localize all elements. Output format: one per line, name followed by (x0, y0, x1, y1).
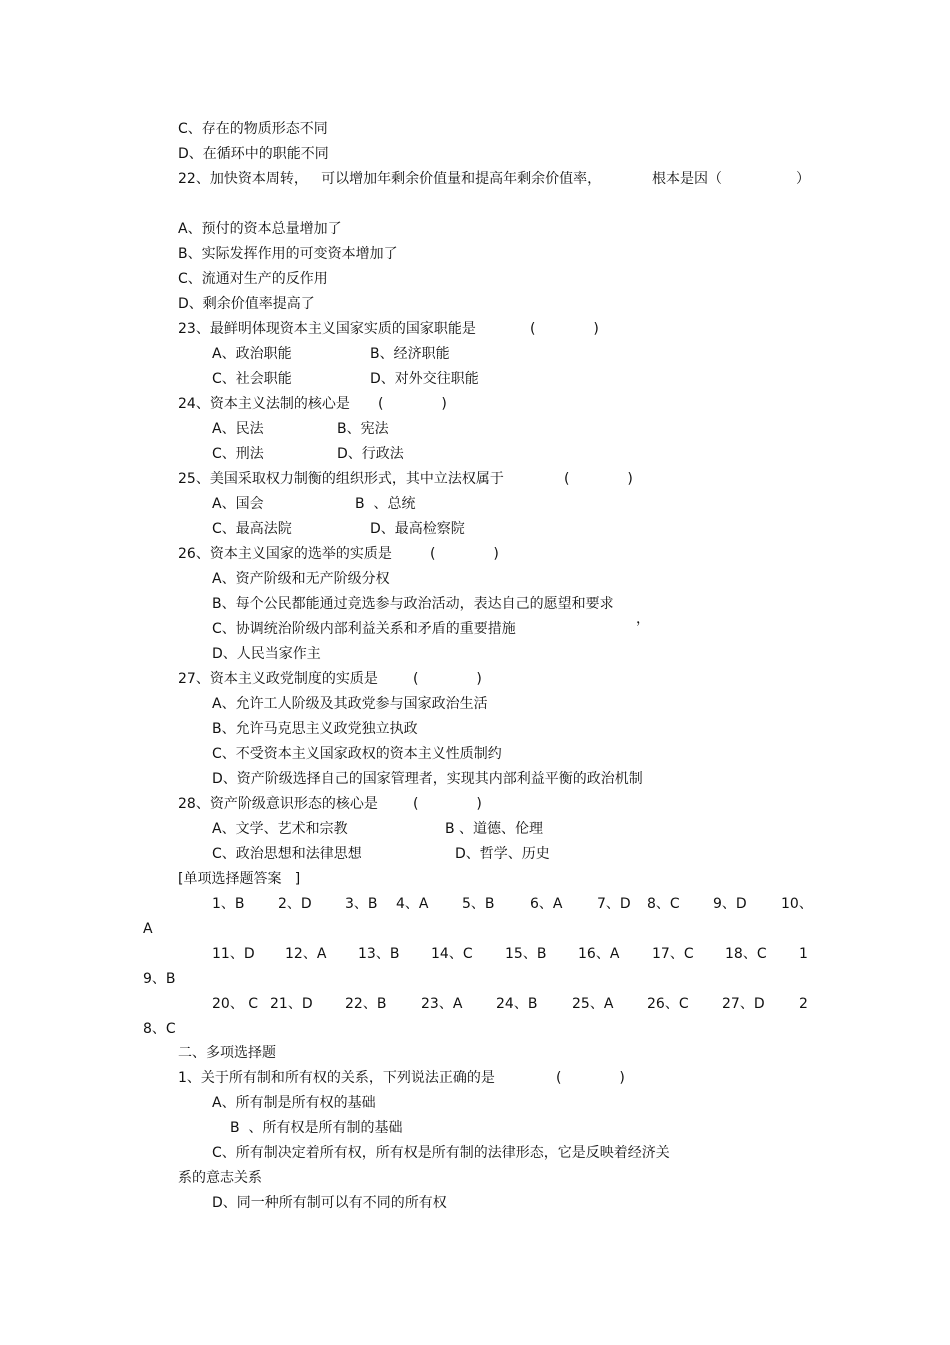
q22-stem: 22、加快资本周转， 可以增加年剩余价值量和提高年剩余价值率， (178, 171, 602, 187)
q22-paren-close: ） (796, 171, 810, 187)
answer-item: 8、C (647, 896, 680, 912)
answer-item: 1 (799, 946, 808, 962)
q28-answer-paren: ( ) (413, 796, 482, 812)
answer-item: 6、A (530, 896, 563, 912)
q28-option-d: D、哲学、历史 (455, 846, 550, 862)
answer-item: 12、A (285, 946, 327, 962)
s2-q1-stem: 1、关于所有制和所有权的关系，下列说法正确的是 (178, 1070, 495, 1086)
q23-answer-paren: ( ) (530, 321, 599, 337)
q26-option-c: C、协调统治阶级内部利益关系和矛盾的重要措施 (212, 621, 516, 637)
answer-item: 5、B (462, 896, 495, 912)
q22-option-a: A、预付的资本总量增加了 (178, 221, 342, 237)
answer-item: 24、B (496, 996, 538, 1012)
q25-option-c: C、最高法院 (212, 521, 292, 537)
s2-q1-answer-paren: ( ) (556, 1070, 625, 1086)
q24-option-a: A、民法 (212, 421, 264, 437)
answer-item: 18、C (725, 946, 767, 962)
q22-option-b: B、实际发挥作用的可变资本增加了 (178, 246, 398, 262)
q24-option-d: D、行政法 (337, 446, 404, 462)
q27-option-d: D、资产阶级选择自己的国家管理者，实现其内部利益平衡的政治机制 (212, 771, 643, 787)
answer-item: 26、C (647, 996, 689, 1012)
answer-item: 9、D (713, 896, 747, 912)
q22-option-c: C、流通对生产的反作用 (178, 271, 328, 287)
q21-option-c: C、存在的物质形态不同 (178, 121, 328, 137)
q22-option-d: D、剩余价值率提高了 (178, 296, 315, 312)
q26-option-a: A、资产阶级和无产阶级分权 (212, 571, 390, 587)
answer-item: 27、D (722, 996, 765, 1012)
answers-heading: [单项选择题答案 ] (178, 871, 301, 887)
answer-item: 21、D (270, 996, 313, 1012)
q22-stem-tail: 根本是因（ (652, 171, 722, 187)
answer-item-wrap: 8、C (143, 1021, 176, 1037)
answer-item: 14、C (431, 946, 473, 962)
q23-option-b: B、经济职能 (370, 346, 450, 362)
q23-stem: 23、最鲜明体现资本主义国家实质的国家职能是 (178, 321, 476, 337)
answer-item: 23、A (421, 996, 463, 1012)
q26-option-b: B、每个公民都能通过竞选参与政治活动，表达自己的愿望和要求 (212, 596, 614, 612)
answer-item: 4、A (396, 896, 429, 912)
answer-item: 13、B (358, 946, 400, 962)
q25-option-b: B 、总统 (355, 496, 416, 512)
answer-item: 16、A (578, 946, 620, 962)
q24-answer-paren: ( ) (378, 396, 447, 412)
q28-option-a: A、文学、艺术和宗教 (212, 821, 348, 837)
q27-stem: 27、资本主义政党制度的实质是 (178, 671, 378, 687)
answer-item: 1、B (212, 896, 245, 912)
answer-item: 25、A (572, 996, 614, 1012)
q27-answer-paren: ( ) (413, 671, 482, 687)
q27-option-a: A、允许工人阶级及其政党参与国家政治生活 (212, 696, 488, 712)
q26-stem: 26、资本主义国家的选举的实质是 (178, 546, 392, 562)
answer-item: 17、C (652, 946, 694, 962)
answer-item: 15、B (505, 946, 547, 962)
s2-q1-option-a: A、所有制是所有权的基础 (212, 1095, 376, 1111)
q25-option-d: D、最高检察院 (370, 521, 465, 537)
q25-stem: 25、美国采取权力制衡的组织形式，其中立法权属于 (178, 471, 504, 487)
s2-q1-option-c: C、所有制决定着所有权，所有权是所有制的法律形态，它是反映着经济关 (212, 1145, 670, 1161)
answer-item: 10、 (781, 896, 813, 912)
q21-option-d: D、在循环中的职能不同 (178, 146, 329, 162)
q26-option-d: D、人民当家作主 (212, 646, 321, 662)
s2-q1-option-c-wrap: 系的意志关系 (178, 1170, 262, 1186)
q28-stem: 28、资产阶级意识形态的核心是 (178, 796, 378, 812)
answer-item: 22、B (345, 996, 387, 1012)
q27-option-c: C、不受资本主义国家政权的资本主义性质制约 (212, 746, 502, 762)
answer-item-wrap: A (143, 921, 153, 937)
answer-item: 3、B (345, 896, 378, 912)
answer-item: 11、D (212, 946, 255, 962)
q28-option-c: C、政治思想和法律思想 (212, 846, 362, 862)
q23-option-d: D、对外交往职能 (370, 371, 479, 387)
q28-option-b: B 、道德、伦理 (445, 821, 544, 837)
answer-item: 20、 C (212, 996, 259, 1012)
answer-item: 7、D (597, 896, 631, 912)
q26-stray-mark: ， (636, 611, 650, 627)
answer-item-wrap: 9、B (143, 971, 176, 987)
q23-option-a: A、政治职能 (212, 346, 292, 362)
q24-option-c: C、刑法 (212, 446, 264, 462)
s2-q1-option-b: B 、所有权是所有制的基础 (230, 1120, 403, 1136)
q25-answer-paren: ( ) (564, 471, 633, 487)
q24-option-b: B、宪法 (337, 421, 389, 437)
q23-option-c: C、社会职能 (212, 371, 292, 387)
q27-option-b: B、允许马克思主义政党独立执政 (212, 721, 418, 737)
q26-answer-paren: ( ) (430, 546, 499, 562)
q25-option-a: A、国会 (212, 496, 264, 512)
answer-item: 2 (799, 996, 808, 1012)
q24-stem: 24、资本主义法制的核心是 (178, 396, 350, 412)
s2-q1-option-d: D、同一种所有制可以有不同的所有权 (212, 1195, 447, 1211)
section-2-title: 二、多项选择题 (178, 1045, 276, 1061)
answer-item: 2、D (278, 896, 312, 912)
